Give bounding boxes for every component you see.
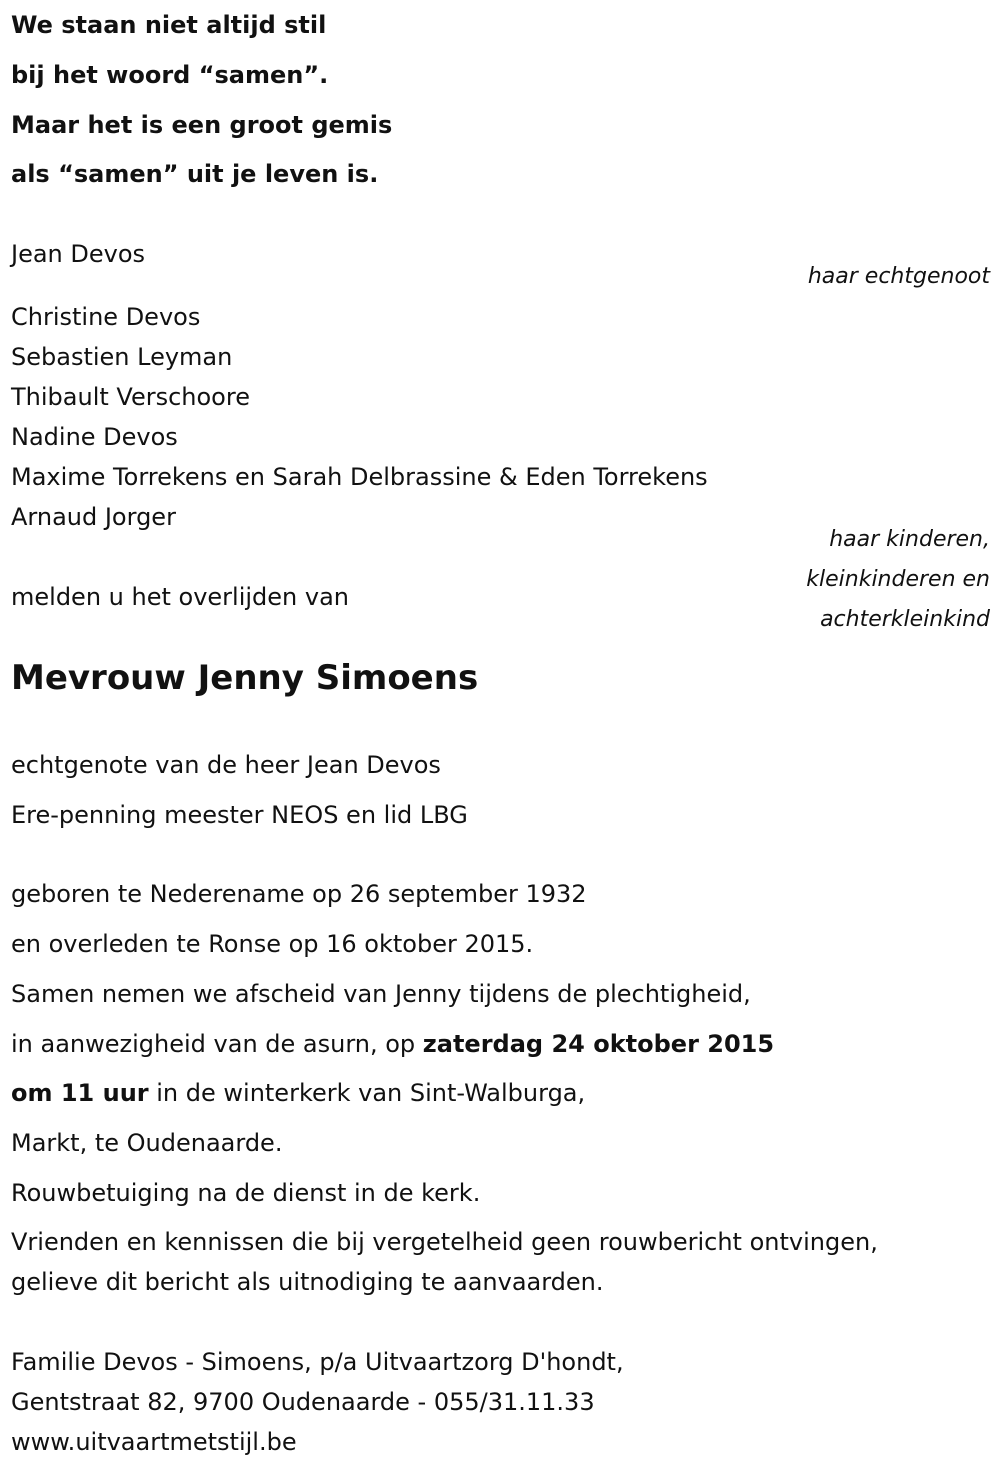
ceremony-place: Markt, te Oudenaarde. xyxy=(11,1129,283,1157)
poem-line: Maar het is een groot gemis xyxy=(11,111,393,139)
presence-text: in aanwezigheid van de asurn, op xyxy=(11,1030,423,1058)
ceremony-location: in de winterkerk van Sint-Walburga, xyxy=(148,1079,586,1107)
ceremony-date-line xyxy=(11,1029,774,1059)
friends-line-2: gelieve dit bericht als uitnodiging te aanvaarden. xyxy=(11,1268,604,1296)
children-role-1: haar kinderen, xyxy=(829,527,990,552)
poem-line: als “samen” uit je leven is. xyxy=(11,160,379,188)
death-info: en overleden te Ronse op 16 oktober 2015. xyxy=(11,930,534,958)
spouse-name: Jean Devos xyxy=(11,240,146,268)
descriptor: echtgenote van de heer Jean Devos xyxy=(11,751,441,779)
deceased-name: Mevrouw Jenny Simoens xyxy=(11,658,479,698)
ceremony-time: om 11 uur xyxy=(11,1079,149,1107)
children-role-3: achterkleinkind xyxy=(820,607,990,632)
child-name: Christine Devos xyxy=(11,303,201,331)
poem-line: We staan niet altijd stil xyxy=(11,11,327,39)
ceremony-date: zaterdag 24 oktober 2015 xyxy=(422,1030,775,1058)
child-name: Nadine Devos xyxy=(11,423,178,451)
ceremony-time-line xyxy=(11,1078,585,1108)
child-name: Sebastien Leyman xyxy=(11,343,233,371)
announcement: melden u het overlijden van xyxy=(11,583,349,611)
condolence-info: Rouwbetuiging na de dienst in de kerk. xyxy=(11,1179,481,1207)
child-name: Thibault Verschoore xyxy=(11,383,250,411)
poem-line: bij het woord “samen”. xyxy=(11,61,329,89)
contact-line-2: Gentstraat 82, 9700 Oudenaarde - 055/31.11.33 xyxy=(11,1388,595,1416)
child-name: Maxime Torrekens en Sarah Delbrassine & Eden Torrekens xyxy=(11,463,708,491)
birth-info: geboren te Nederename op 26 september 1932 xyxy=(11,880,587,908)
website-link[interactable]: www.uitvaartmetstijl.be xyxy=(11,1428,297,1456)
child-name: Arnaud Jorger xyxy=(11,503,176,531)
contact-line-1: Familie Devos - Simoens, p/a Uitvaartzorg D'hondt, xyxy=(11,1348,624,1376)
farewell-info: Samen nemen we afscheid van Jenny tijdens de plechtigheid, xyxy=(11,980,751,1008)
descriptor: Ere-penning meester NEOS en lid LBG xyxy=(11,801,468,829)
children-role-2: kleinkinderen en xyxy=(806,567,990,592)
spouse-role: haar echtgenoot xyxy=(807,264,990,289)
friends-line-1: Vrienden en kennissen die bij vergetelheid geen rouwbericht ontvingen, xyxy=(11,1228,878,1256)
